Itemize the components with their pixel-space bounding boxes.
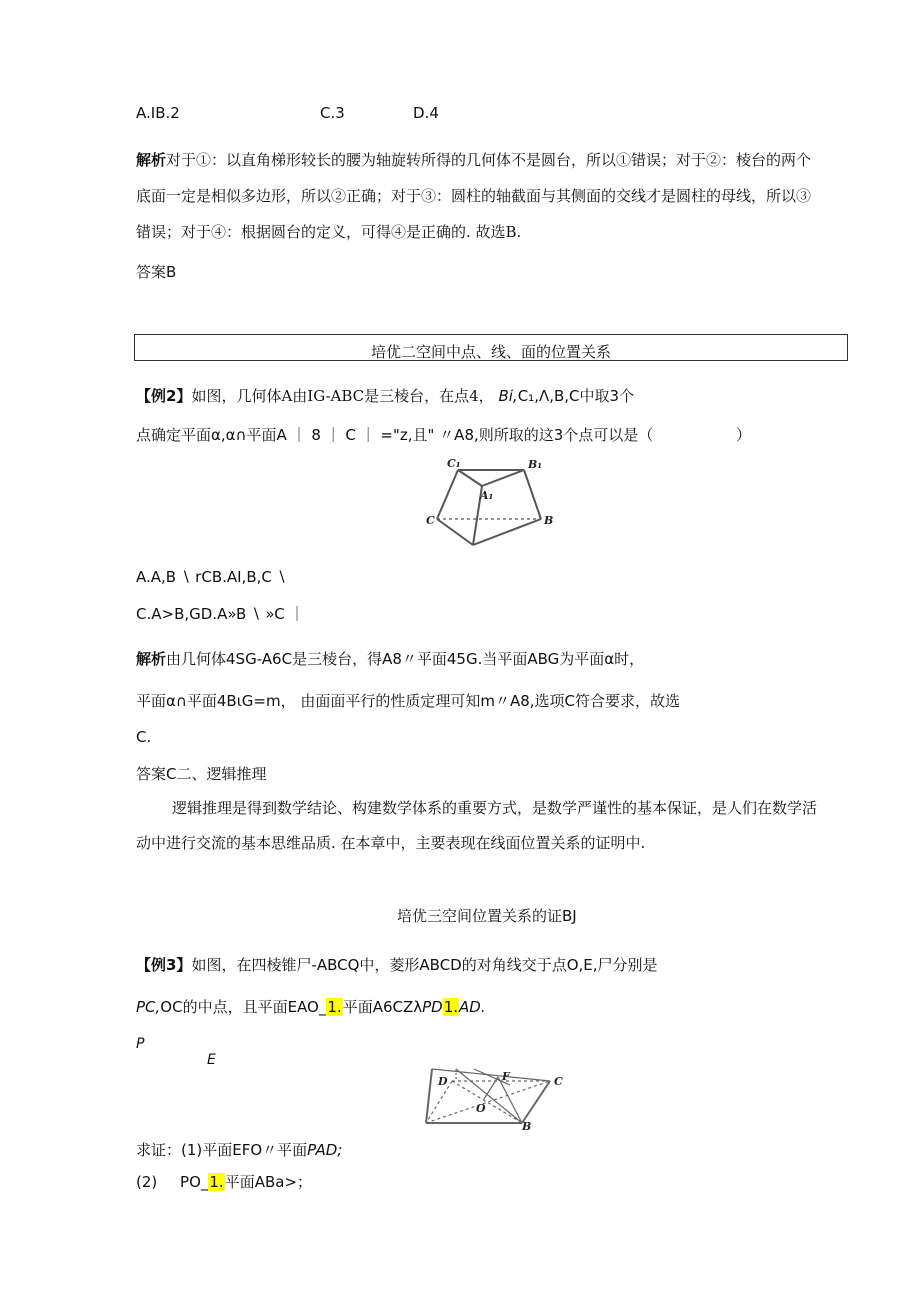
label-e: E [207, 1052, 216, 1068]
example-3-line-1: 【例3】如图，在四棱锥尸-ABCQ中，菱形ABCD的对角线交于点O,E,尸分别是 [136, 956, 658, 974]
label-b1: B₁ [528, 458, 543, 471]
example-2-label: 【例2】 [136, 387, 192, 405]
label-f: F [502, 1070, 510, 1083]
option-d: D.4 [413, 104, 439, 122]
highlight-2: 1. [443, 998, 459, 1016]
highlight-3: 1. [209, 1173, 224, 1191]
example-3-line-2: PC,OC的中点，且平面EAO_1.平面A6CZλPD1.AD. [136, 998, 486, 1016]
edge-c1-c [437, 470, 458, 519]
analysis-label: 解析 [136, 151, 167, 169]
label-c: C [426, 514, 435, 527]
edge-c1-a1 [458, 470, 482, 486]
proof-line-1: 求证：(1)平面EFO〃平面PAD; [136, 1141, 343, 1159]
example-2-line-2: 点确定平面α,α∩平面A ｜ 8 ｜ C ｜ ="z,且" 〃A8,则所取的这3个点可以是（ [136, 426, 654, 444]
option-c: C.3 [320, 104, 345, 122]
analysis-2-line-1: 解析由几何体4SG-A6C是三棱台，得A8〃平面45G.当平面ABG为平面α时， [136, 650, 645, 668]
edge-b-a [473, 519, 541, 545]
proof-line-2: (2) PO_1.平面ABa>； [136, 1173, 313, 1191]
label-c2: C [554, 1075, 563, 1088]
answer-1: 答案B [136, 263, 177, 281]
analysis-line-3: 错误；对于④：根据圆台的定义，可得④是正确的. 故选B. [136, 223, 522, 241]
options-2-line-2: C.A>B,GD.A»B ∖ »C ｜ [136, 605, 305, 623]
label-c1: C₁ [447, 457, 461, 470]
edge-left [426, 1069, 432, 1123]
options-2-line-1: A.A,B ∖ rCB.AI,B,C ∖ [136, 568, 287, 586]
option-a-b: A.IB.2 [136, 104, 180, 122]
edge-pc [432, 1069, 550, 1081]
label-p: P [136, 1036, 145, 1052]
example-3-label: 【例3】 [136, 956, 192, 974]
edge-b1-b [524, 470, 541, 519]
edge-fo [484, 1077, 498, 1099]
section-3-title: 培优三空间位置关系的证BJ [397, 907, 577, 925]
label-a1: A₁ [480, 489, 494, 502]
analysis-line-2: 底面一定是相似多边形，所以②正确；对于③：圆柱的轴截面与其侧面的交线才是圆柱的母线，所以③ [136, 187, 812, 205]
section-2-title: 培优二空间中点、线、面的位置关系 [370, 343, 611, 361]
edge-b-c [522, 1081, 550, 1123]
frustum-figure [420, 452, 560, 552]
frustum-edges [437, 470, 541, 545]
label-o: O [476, 1102, 486, 1115]
section-2-header [134, 334, 848, 361]
edge-b1-a1 [482, 470, 524, 486]
label-d: D [438, 1075, 448, 1088]
answer-2: 答案C二、逻辑推理 [136, 765, 267, 783]
example-2-line-1: 【例2】如图，几何体A由IG-ABC是三棱台，在点4， Bi,C₁,Λ,B,C中取3个 [136, 387, 635, 405]
analysis-2-line-2: 平面α∩平面4BιG=m， 由面面平行的性质定理可知m〃A8,选项C符合要求，故选 [136, 692, 681, 710]
analysis-line-1: 解析对于①：以直角梯形较长的腰为轴旋转所得的几何体不是圆台，所以①错误；对于②：棱台的两个 [136, 151, 812, 169]
paragraph-line-2: 动中进行交流的基本思维品质. 在本章中，主要表现在线面位置关系的证明中. [136, 834, 646, 852]
label-b2: B [522, 1120, 532, 1130]
pyramid-base-figure [418, 1065, 568, 1130]
label-b: B [544, 514, 554, 527]
analysis-2-line-3: C. [136, 728, 152, 746]
highlight-1: 1. [327, 998, 342, 1016]
edge-c-a [437, 519, 473, 545]
analysis-2-label: 解析 [136, 650, 167, 668]
example-2-paren: ） [736, 426, 752, 444]
paragraph-line-1: 逻辑推理是得到数学结论、构建数学体系的重要方式，是数学严谨性的基本保证，是人们在数学活 [172, 799, 818, 817]
